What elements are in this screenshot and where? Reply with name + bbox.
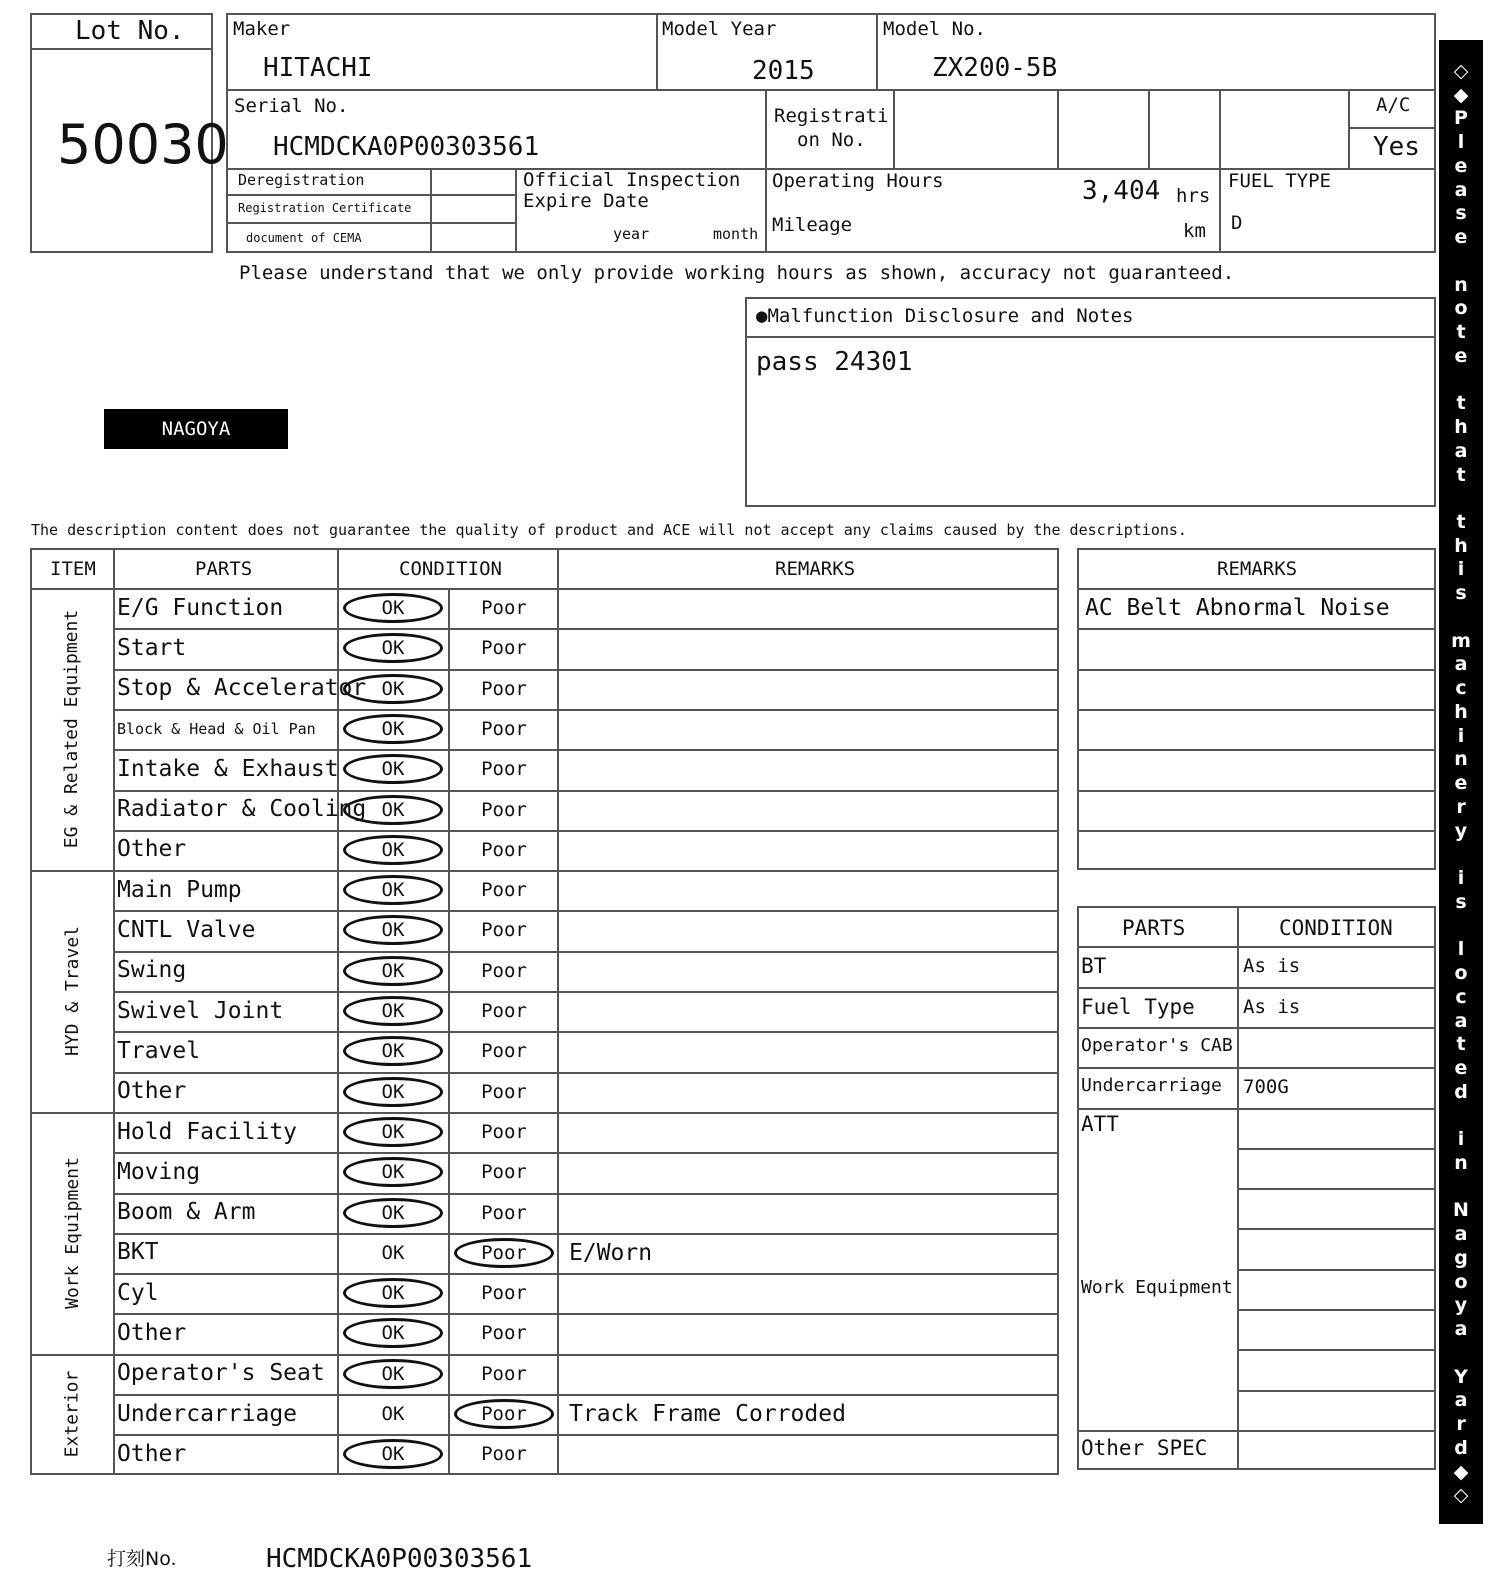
side-banner-char: t bbox=[1456, 1033, 1466, 1056]
condition-poor: Poor bbox=[481, 1362, 527, 1385]
condition-ok: OK bbox=[343, 1278, 443, 1308]
side-banner-char: d bbox=[1454, 1436, 1468, 1459]
side-banner-char: y bbox=[1454, 1294, 1468, 1317]
spec-row-divider bbox=[1077, 987, 1436, 989]
part-name: BKT bbox=[117, 1239, 159, 1266]
side-banner-char: l bbox=[1457, 131, 1465, 154]
header-item: ITEM bbox=[50, 558, 96, 580]
row-divider bbox=[113, 1193, 1059, 1195]
condition-poor: Poor bbox=[481, 959, 527, 982]
condition-ok: OK bbox=[343, 1318, 443, 1348]
condition-ok: OK bbox=[343, 714, 443, 744]
side-banner-char: a bbox=[1454, 1318, 1468, 1341]
condition-poor: Poor bbox=[481, 677, 527, 700]
part-name: Operator's Seat bbox=[117, 1360, 325, 1387]
side-banner-char: o bbox=[1454, 297, 1468, 320]
row-divider bbox=[113, 628, 1059, 630]
condition-poor: Poor bbox=[481, 798, 527, 821]
condition-ok: OK bbox=[343, 1198, 443, 1228]
condition-poor: Poor bbox=[481, 717, 527, 740]
side-banner-char: o bbox=[1454, 962, 1468, 985]
side-banner-char: i bbox=[1457, 1128, 1465, 1151]
part-name: Stop & Accelerator bbox=[117, 675, 367, 702]
location-tag: NAGOYA bbox=[104, 409, 288, 449]
spec-part: Operator's CAB bbox=[1081, 1034, 1233, 1056]
side-banner-char: d bbox=[1454, 1080, 1468, 1103]
part-name: Swing bbox=[117, 957, 187, 984]
spec-row-divider bbox=[1077, 1027, 1436, 1029]
spec-condition: As is bbox=[1243, 955, 1301, 978]
condition-ok: OK bbox=[381, 1403, 405, 1425]
part-name: Cyl bbox=[117, 1279, 159, 1306]
malfunction-note: pass 24301 bbox=[756, 347, 913, 377]
spec-row-divider bbox=[1237, 1309, 1436, 1311]
deregistration-label: Deregistration bbox=[238, 171, 365, 189]
serial-label: Serial No. bbox=[234, 95, 349, 117]
condition-poor: Poor bbox=[481, 1322, 527, 1345]
side-banner-char: P bbox=[1454, 107, 1468, 130]
row-divider bbox=[113, 1313, 1059, 1315]
condition-poor: Poor bbox=[481, 1080, 527, 1103]
spec-condition: 700G bbox=[1243, 1076, 1289, 1099]
part-name: E/G Function bbox=[117, 594, 284, 621]
part-name: Swivel Joint bbox=[117, 997, 284, 1024]
side-banner-char: n bbox=[1454, 273, 1468, 296]
condition-ok: OK bbox=[343, 915, 443, 945]
header-remarks: REMARKS bbox=[775, 558, 856, 580]
side-banner-char: e bbox=[1454, 344, 1468, 367]
side-banner-char: t bbox=[1456, 392, 1466, 415]
spec-condition: As is bbox=[1243, 995, 1301, 1018]
hrs-unit: hrs bbox=[1176, 185, 1211, 207]
remark-text: E/Worn bbox=[569, 1239, 653, 1266]
part-name: Travel bbox=[117, 1037, 201, 1064]
condition-ok: OK bbox=[381, 1241, 405, 1264]
side-banner-char: e bbox=[1454, 772, 1468, 795]
side-banner-char: ◇ bbox=[1453, 60, 1469, 82]
group-label: EG & Related Equipment bbox=[61, 609, 83, 849]
side-banner-char: Y bbox=[1454, 1365, 1468, 1388]
spec-header-condition: CONDITION bbox=[1279, 916, 1393, 940]
row-divider bbox=[113, 830, 1059, 832]
header-divider bbox=[30, 588, 1059, 590]
malfunction-title: ●Malfunction Disclosure and Notes bbox=[756, 305, 1134, 327]
part-name: CNTL Valve bbox=[117, 917, 256, 944]
condition-ok: OK bbox=[343, 674, 443, 704]
part-name: Hold Facility bbox=[117, 1118, 298, 1145]
condition-poor: Poor bbox=[481, 1120, 527, 1143]
operating-hours-value: 3,404 bbox=[1082, 176, 1161, 206]
condition-poor: Poor bbox=[454, 1399, 554, 1429]
fuel-type-label: FUEL TYPE bbox=[1228, 170, 1331, 192]
side-banner-char: r bbox=[1456, 795, 1466, 818]
side-banner-char: a bbox=[1454, 1389, 1468, 1412]
row-divider bbox=[113, 1434, 1059, 1436]
side-banner-char: i bbox=[1457, 867, 1465, 890]
part-name: Intake & Exhaust bbox=[117, 755, 339, 782]
reg-cert-label: Registration Certificate bbox=[238, 201, 412, 215]
ac-label: A/C bbox=[1376, 94, 1411, 116]
condition-poor: Poor bbox=[481, 597, 527, 619]
side-banner-char: n bbox=[1454, 1151, 1468, 1174]
model-no-label: Model No. bbox=[883, 18, 986, 40]
part-name: Start bbox=[117, 634, 187, 661]
column-divider bbox=[557, 548, 559, 1475]
condition-poor: Poor bbox=[481, 879, 527, 902]
spec-row-divider bbox=[1237, 1269, 1436, 1271]
spec-att-label: ATT bbox=[1081, 1111, 1119, 1136]
part-name: Moving bbox=[117, 1158, 201, 1185]
registration-label-2: on No. bbox=[797, 129, 866, 151]
condition-ok: OK bbox=[343, 593, 443, 623]
part-name: Undercarriage bbox=[117, 1400, 298, 1427]
mileage-label: Mileage bbox=[772, 214, 853, 236]
part-name: Boom & Arm bbox=[117, 1199, 256, 1226]
side-banner-char: a bbox=[1454, 1009, 1468, 1032]
side-banner-char: c bbox=[1455, 677, 1467, 700]
side-banner-char: i bbox=[1457, 558, 1465, 581]
side-banner-char: i bbox=[1457, 724, 1465, 747]
condition-poor: Poor bbox=[481, 1000, 527, 1022]
condition-poor: Poor bbox=[454, 1238, 554, 1268]
malfunction-box bbox=[745, 297, 1436, 507]
remark-text: Track Frame Corroded bbox=[569, 1401, 846, 1427]
model-year-value: 2015 bbox=[752, 56, 815, 86]
condition-poor: Poor bbox=[481, 1443, 527, 1466]
side-banner-char: e bbox=[1454, 154, 1468, 177]
side-banner-char: ◆ bbox=[1453, 83, 1469, 106]
side-banner-char: h bbox=[1454, 534, 1468, 557]
spec-row-divider bbox=[1077, 946, 1436, 948]
group-label: Work Equipment bbox=[61, 1156, 83, 1309]
part-name: Other bbox=[117, 1078, 187, 1105]
model-no-value: ZX200-5B bbox=[932, 53, 1058, 83]
condition-ok: OK bbox=[343, 835, 443, 865]
condition-poor: Poor bbox=[481, 1282, 527, 1305]
side-banner-char: a bbox=[1454, 178, 1468, 201]
side-remarks-row-divider bbox=[1077, 588, 1436, 590]
side-banner-char: a bbox=[1454, 439, 1468, 462]
side-banner-char: e bbox=[1454, 226, 1468, 249]
month-label: month bbox=[713, 225, 759, 243]
row-divider bbox=[113, 1273, 1059, 1275]
side-remarks-row-divider bbox=[1077, 628, 1436, 630]
condition-ok: OK bbox=[343, 996, 443, 1026]
condition-poor: Poor bbox=[481, 919, 527, 942]
disclaimer: The description content does not guarantee the quality of product and ACE will not accept any claims caused by the descriptions. bbox=[31, 521, 1187, 539]
row-divider bbox=[113, 1152, 1059, 1154]
condition-ok: OK bbox=[343, 1439, 443, 1469]
stamp-value: HCMDCKA0P00303561 bbox=[266, 1544, 533, 1574]
side-banner-char: s bbox=[1455, 582, 1467, 605]
row-divider bbox=[113, 991, 1059, 993]
side-banner-char: y bbox=[1454, 819, 1468, 842]
header-condition: CONDITION bbox=[399, 558, 502, 580]
row-divider bbox=[113, 790, 1059, 792]
condition-ok: OK bbox=[343, 956, 443, 986]
group-divider bbox=[30, 1112, 1059, 1114]
part-name: Other bbox=[117, 836, 187, 863]
spec-row-divider bbox=[1077, 1430, 1436, 1432]
spec-row-divider bbox=[1237, 1228, 1436, 1230]
row-divider bbox=[113, 669, 1059, 671]
condition-poor: Poor bbox=[481, 1201, 527, 1224]
side-remark-line: AC Belt Abnormal Noise bbox=[1085, 595, 1390, 621]
condition-ok: OK bbox=[343, 633, 443, 663]
fuel-type-value: D bbox=[1231, 212, 1243, 234]
group-divider bbox=[30, 870, 1059, 872]
spec-row-divider bbox=[1077, 1067, 1436, 1069]
side-banner-char: l bbox=[1457, 938, 1465, 961]
side-banner-char: s bbox=[1455, 890, 1467, 913]
inspection-label-1: Official Inspection bbox=[523, 169, 741, 191]
spec-row-divider bbox=[1237, 1349, 1436, 1351]
spec-row-divider bbox=[1237, 1390, 1436, 1392]
spec-row-divider bbox=[1077, 1108, 1436, 1110]
maker-label: Maker bbox=[233, 18, 291, 40]
row-divider bbox=[113, 910, 1059, 912]
lot-label: Lot No. bbox=[75, 16, 185, 46]
lot-number: 50030 bbox=[57, 113, 229, 176]
side-banner-char: t bbox=[1456, 321, 1466, 344]
side-banner-char: n bbox=[1454, 748, 1468, 771]
side-banner-char: a bbox=[1454, 1223, 1468, 1246]
condition-ok: OK bbox=[343, 1077, 443, 1107]
condition-ok: OK bbox=[343, 1157, 443, 1187]
side-remarks-row-divider bbox=[1077, 790, 1436, 792]
row-divider bbox=[113, 709, 1059, 711]
side-banner-char: g bbox=[1454, 1246, 1468, 1269]
km-unit: km bbox=[1183, 220, 1206, 242]
row-divider bbox=[113, 951, 1059, 953]
spec-work-equipment-label: Work Equipment bbox=[1081, 1276, 1233, 1298]
condition-ok: OK bbox=[343, 795, 443, 825]
side-remarks-row-divider bbox=[1077, 830, 1436, 832]
condition-poor: Poor bbox=[481, 1040, 527, 1063]
ac-value: Yes bbox=[1373, 132, 1420, 162]
column-divider bbox=[113, 548, 115, 1475]
header-parts: PARTS bbox=[195, 558, 253, 580]
condition-poor: Poor bbox=[481, 838, 527, 861]
spec-part: BT bbox=[1081, 954, 1107, 979]
condition-poor: Poor bbox=[481, 758, 527, 781]
row-divider bbox=[113, 749, 1059, 751]
part-name: Block & Head & Oil Pan bbox=[117, 719, 316, 738]
side-banner-char: t bbox=[1456, 511, 1466, 534]
condition-ok: OK bbox=[343, 754, 443, 784]
side-banner-char: ◆ bbox=[1453, 1460, 1469, 1483]
condition-ok: OK bbox=[343, 875, 443, 905]
cema-label: document of CEMA bbox=[246, 231, 362, 245]
serial-value: HCMDCKA0P00303561 bbox=[273, 132, 540, 162]
row-divider bbox=[113, 1233, 1059, 1235]
operating-hours-label: Operating Hours bbox=[772, 170, 944, 192]
spec-part: Fuel Type bbox=[1081, 994, 1195, 1019]
row-divider bbox=[113, 1394, 1059, 1396]
side-banner-char: N bbox=[1453, 1199, 1469, 1222]
part-name: Main Pump bbox=[117, 876, 242, 903]
spec-part: Undercarriage bbox=[1081, 1075, 1222, 1097]
stamp-label: 打刻No. bbox=[107, 1548, 177, 1570]
row-divider bbox=[113, 1031, 1059, 1033]
row-divider bbox=[113, 1072, 1059, 1074]
spec-row-divider bbox=[1237, 1188, 1436, 1190]
spec-other-spec-label: Other SPEC bbox=[1081, 1435, 1208, 1460]
group-label: Exterior bbox=[61, 1370, 83, 1458]
side-remarks-header: REMARKS bbox=[1217, 558, 1298, 580]
condition-ok: OK bbox=[343, 1117, 443, 1147]
side-banner-char: r bbox=[1456, 1413, 1466, 1436]
part-name: Radiator & Cooling bbox=[117, 796, 367, 823]
condition-poor: Poor bbox=[481, 1161, 527, 1184]
side-banner-char: h bbox=[1454, 416, 1468, 439]
part-name: Other bbox=[117, 1320, 187, 1347]
registration-label-1: Registrati bbox=[774, 105, 889, 127]
side-banner-char: m bbox=[1451, 629, 1471, 652]
group-label: HYD & Travel bbox=[61, 925, 83, 1057]
side-banner-char: o bbox=[1454, 1270, 1468, 1293]
condition-poor: Poor bbox=[481, 637, 527, 660]
group-divider bbox=[30, 1354, 1059, 1356]
maker-value: HITACHI bbox=[263, 53, 373, 83]
side-remarks-row-divider bbox=[1077, 749, 1436, 751]
side-banner-char: t bbox=[1456, 463, 1466, 486]
spec-header-parts: PARTS bbox=[1122, 916, 1186, 940]
side-banner-char: a bbox=[1454, 653, 1468, 676]
condition-ok: OK bbox=[343, 1359, 443, 1389]
side-banner-char: e bbox=[1454, 1056, 1468, 1079]
hours-notice: Please understand that we only provide working hours as shown, accuracy not guaranteed. bbox=[239, 262, 1235, 284]
side-banner-char: ◇ bbox=[1453, 1484, 1469, 1507]
model-year-label: Model Year bbox=[662, 18, 777, 40]
side-remarks-row-divider bbox=[1077, 669, 1436, 671]
side-banner-char: s bbox=[1455, 202, 1467, 225]
year-label: year bbox=[613, 225, 650, 243]
side-banner-char: h bbox=[1454, 700, 1468, 723]
spec-row-divider bbox=[1237, 1148, 1436, 1150]
part-name: Other bbox=[117, 1440, 187, 1467]
inspection-label-2: Expire Date bbox=[523, 190, 649, 212]
side-remarks-row-divider bbox=[1077, 709, 1436, 711]
side-banner-char: c bbox=[1455, 985, 1467, 1008]
condition-ok: OK bbox=[343, 1036, 443, 1066]
side-banner bbox=[1439, 40, 1483, 1524]
